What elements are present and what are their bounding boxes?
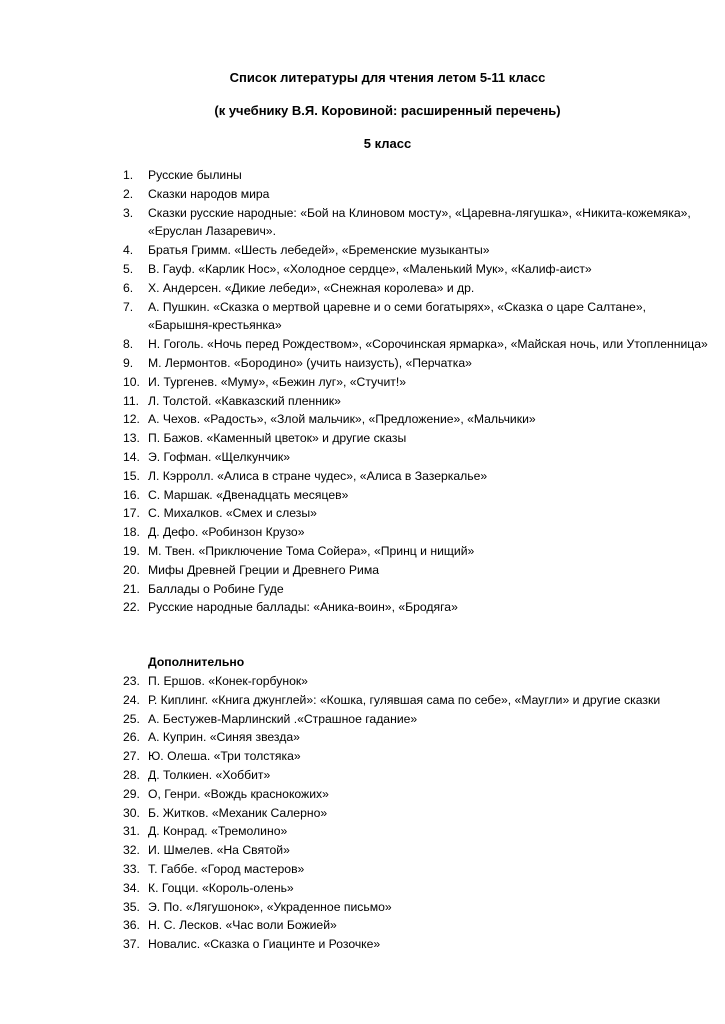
list-item-text: П. Ершов. «Конек-горбунок» [148, 674, 308, 688]
list-item-number: 9. [123, 355, 134, 370]
list-item-text: Д. Конрад. «Тремолино» [148, 824, 288, 839]
list-item [0, 166, 708, 185]
list-item-text: М. Твен. «Приключение Тома Сойера», «Принц и нищий» [148, 543, 475, 558]
list-item [0, 429, 708, 448]
list-item [0, 410, 708, 429]
list-item [0, 935, 708, 954]
list-item-text: Русские былины [148, 168, 242, 182]
list-item-number: 4. [123, 243, 134, 258]
list-item-number: 7. [123, 299, 134, 314]
list-item [0, 448, 708, 467]
list-item-text: Н. Гоголь. «Ночь перед Рождеством», «Сорочинская ярмарка», «Майская ночь, или Утопленница» [148, 337, 708, 352]
list-item-text: А. Куприн. «Синяя звезда» [148, 730, 300, 745]
list-item-number: 17. [123, 506, 140, 521]
list-item-text: М. Лермонтов. «Бородино» (учить наизусть), «Перчатка» [148, 355, 472, 370]
list-item-text: Р. Киплинг. «Книга джунглей»: «Кошка, гулявшая сама по себе», «Маугли» и другие сказки [148, 692, 661, 707]
list-item-number: 15. [123, 468, 140, 483]
list-item-text: К. Гоцци. «Король-олень» [148, 880, 294, 895]
list-item-number: 16. [123, 487, 140, 502]
list-item-number: 31. [123, 824, 140, 839]
list-item [0, 822, 708, 841]
list-item-text: Э. По. «Лягушонок», «Украденное письмо» [148, 899, 392, 914]
document-subtitle: (к учебнику В.Я. Коровиной: расширенный перечень) [214, 103, 561, 118]
list-item-text: О, Генри. «Вождь краснокожих» [148, 786, 329, 801]
list-item-text: Д. Дефо. «Робинзон Крузо» [148, 525, 305, 540]
list-item-number: 28. [123, 767, 140, 782]
list-item-number: 2. [123, 186, 134, 201]
list-item [0, 879, 708, 898]
list-item [0, 804, 708, 823]
list-item [0, 747, 708, 766]
list-item [0, 185, 708, 204]
list-item-number: 1. [123, 168, 134, 182]
list-item [0, 860, 708, 879]
list-item-text: Братья Гримм. «Шесть лебедей», «Бременские музыканты» [148, 243, 490, 258]
list-item [0, 598, 708, 617]
list-item-number: 20. [123, 562, 140, 577]
list-item [0, 486, 708, 505]
list-item-number: 24. [123, 692, 140, 707]
list-item [0, 561, 708, 580]
list-item [0, 916, 708, 935]
list-item [0, 898, 708, 917]
list-item-number: 35. [123, 899, 140, 914]
list-item-number: 36. [123, 918, 140, 933]
list-item [0, 204, 708, 242]
document-title: Список литературы для чтения летом 5-11 класс [229, 70, 546, 85]
list-item-number: 13. [123, 431, 140, 446]
list-item [0, 710, 708, 729]
list-item [0, 504, 708, 523]
list-item-number: 18. [123, 525, 140, 540]
main-reading-list [0, 166, 725, 617]
list-item-number: 19. [123, 543, 140, 558]
list-item-text: С. Маршак. «Двенадцать месяцев» [148, 487, 349, 502]
list-item-number: 6. [123, 280, 134, 295]
list-item-number: 8. [123, 337, 134, 352]
list-item [0, 672, 708, 691]
list-item-text: В. Гауф. «Карлик Нос», «Холодное сердце», «Маленький Мук», «Калиф-аист» [148, 261, 592, 276]
list-item [0, 260, 708, 279]
list-item-text: Мифы Древней Греции и Древнего Рима [148, 562, 379, 577]
list-item-text: Х. Андерсен. «Дикие лебеди», «Снежная королева» и др. [148, 280, 475, 295]
extra-reading-list [0, 672, 725, 954]
list-item [0, 335, 708, 354]
list-item-text: Т. Габбе. «Город мастеров» [148, 861, 305, 876]
list-item [0, 298, 708, 336]
list-item-number: 34. [123, 880, 140, 895]
list-item [0, 523, 708, 542]
list-item [0, 241, 708, 260]
list-item-number: 26. [123, 730, 140, 745]
list-item-text: Сказки русские народные: «Бой на Клиновом мосту», «Царевна-лягушка», «Никита-кожемяка», «Еруслан Лазаревич». [148, 205, 691, 239]
list-item-number: 21. [123, 581, 140, 596]
list-item-text: А. Чехов. «Радость», «Злой мальчик», «Предложение», «Мальчики» [148, 412, 536, 427]
list-item-number: 3. [123, 205, 134, 220]
list-item-number: 29. [123, 786, 140, 801]
list-item-number: 25. [123, 711, 140, 726]
list-item-text: С. Михалков. «Смех и слезы» [148, 506, 317, 521]
list-item [0, 392, 708, 411]
list-item-text: Сказки народов мира [148, 186, 270, 201]
list-item-text: А. Пушкин. «Сказка о мертвой царевне и о семи богатырях», «Сказка о царе Салтане», «Барышня-крестьянка» [148, 299, 646, 333]
list-item-text: А. Бестужев-Марлинский .«Страшное гадание» [148, 711, 418, 726]
list-item-number: 30. [123, 805, 140, 820]
list-item [0, 841, 708, 860]
extra-section-heading: Дополнительно [148, 655, 245, 669]
list-item [0, 785, 708, 804]
list-item [0, 580, 708, 599]
grade-heading: 5 класс [363, 136, 412, 151]
list-item-text: Баллады о Робине Гуде [148, 581, 284, 596]
list-item [0, 728, 708, 747]
list-item [0, 766, 708, 785]
list-item [0, 279, 708, 298]
list-item-text: Л. Кэрролл. «Алиса в стране чудес», «Алиса в Зазеркалье» [148, 468, 488, 483]
list-item [0, 542, 708, 561]
list-item-number: 22. [123, 600, 140, 615]
list-item-number: 23. [123, 674, 140, 688]
list-item-text: Э. Гофман. «Щелкунчик» [148, 449, 291, 464]
list-item [0, 691, 708, 710]
list-item-text: Д. Толкиен. «Хоббит» [148, 767, 271, 782]
list-item-text: Н. С. Лесков. «Час воли Божией» [148, 918, 337, 933]
list-item-text: П. Бажов. «Каменный цветок» и другие сказы [148, 431, 407, 446]
list-item-number: 14. [123, 449, 140, 464]
list-item-number: 5. [123, 261, 134, 276]
list-item [0, 373, 708, 392]
list-item-text: И. Шмелев. «На Святой» [148, 843, 290, 858]
list-item-text: Новалис. «Сказка о Гиацинте и Розочке» [148, 937, 381, 952]
list-item-number: 27. [123, 749, 140, 764]
list-item-text: Б. Житков. «Механик Салерно» [148, 805, 328, 820]
list-item-number: 12. [123, 412, 140, 427]
list-item-number: 37. [123, 937, 140, 952]
list-item-number: 11. [123, 393, 140, 408]
list-item-number: 33. [123, 861, 140, 876]
list-item-number: 32. [123, 843, 140, 858]
list-item-text: Ю. Олеша. «Три толстяка» [148, 749, 301, 764]
list-item-text: И. Тургенев. «Муму», «Бежин луг», «Стучит!» [148, 374, 407, 389]
list-item-text: Л. Толстой. «Кавказский пленник» [148, 393, 341, 408]
list-item [0, 467, 708, 486]
list-item [0, 354, 708, 373]
list-item-text: Русские народные баллады: «Аника-воин», «Бродяга» [148, 600, 458, 615]
list-item-number: 10. [123, 374, 140, 389]
